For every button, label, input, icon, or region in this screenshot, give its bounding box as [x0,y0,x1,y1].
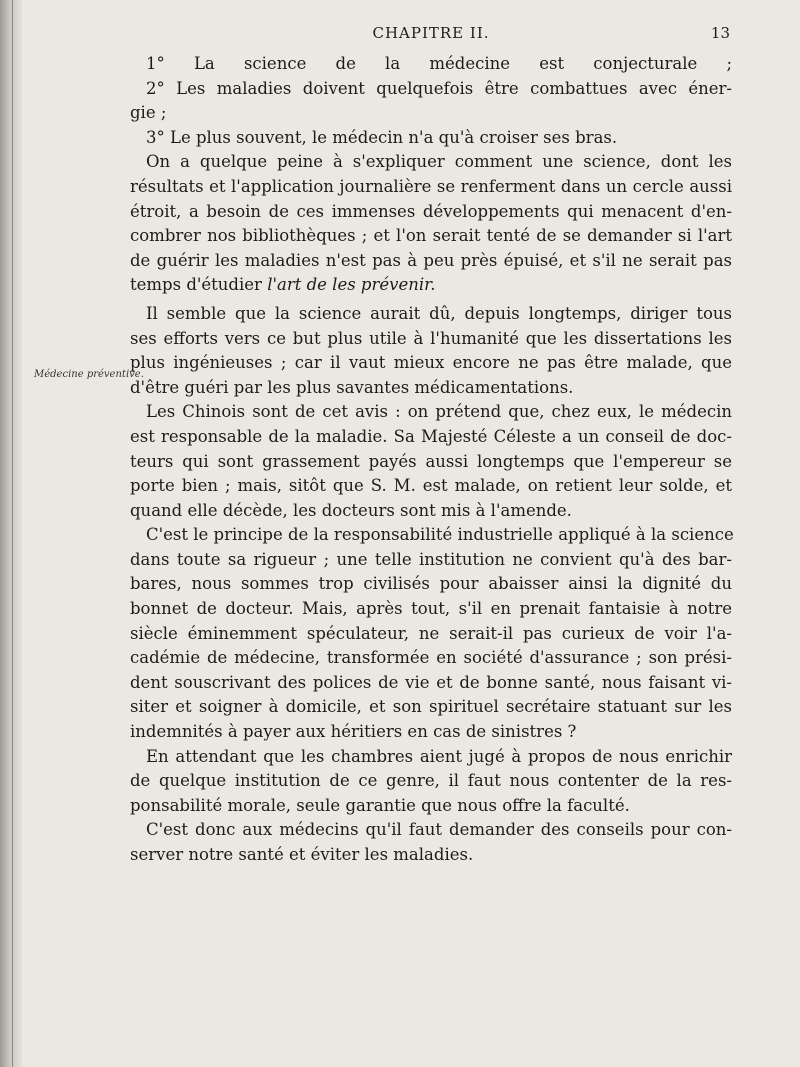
text-line: 2° Les maladies doivent quelquefois être combattues avec éner- [146,78,732,98]
page-body [130,20,732,868]
text-line: cadémie de médecine, transformée en société d'assurance ; son prési- [130,648,732,668]
text-line: C'est donc aux médecins qu'il faut demander des conseils pour con- [146,820,732,840]
text-line: étroit, a besoin de ces immenses développements qui menacent d'en- [130,201,732,221]
text-line: porte bien ; mais, sitôt que S. M. est malade, on retient leur solde, et [130,476,732,496]
text-line: dent souscrivant des polices de vie et de bonne santé, nous faisant vi- [130,672,732,692]
text-line: résultats et l'application journalière se renferment dans un cercle aussi [130,176,732,196]
binding-edge [12,0,13,1067]
text-line: de guérir les maladies n'est pas à peu près épuisé, et s'il ne serait pas [130,250,732,270]
text-line: En attendant que les chambres aient jugé à propos de nous enrichir [146,746,732,766]
italic-phrase: l'art de les prévenir. [267,275,436,295]
text-line: dans toute sa rigueur ; une telle institution ne convient qu'à des bar- [130,549,732,569]
chapter-title: CHAPITRE II. [372,24,490,42]
text-line: bonnet de docteur. Mais, après tout, s'il en prenait fantaisie à notre [130,599,732,619]
text-line: de quelque institution de ce genre, il faut nous contenter de la res- [130,771,732,791]
text-line: quand elle décède, les docteurs sont mis à l'amende. [130,500,572,520]
text-line: Il semble que la science aurait dû, depuis longtemps, diriger tous [146,303,732,323]
text-line: 1° La science de la médecine est conjecturale ; [146,54,732,73]
text-line: ses efforts vers ce but plus utile à l'humanité que les dissertations les [130,328,732,348]
text-line: combrer nos bibliothèques ; et l'on serait tenté de se demander si l'art [130,226,732,246]
text-line: siter et soigner à domicile, et son spirituel secrétaire statuant sur les [130,697,732,717]
text-line: indemnités à payer aux héritiers en cas de sinistres ? [130,722,577,742]
text-line: C'est le principe de la responsabilité industrielle appliqué à la science [146,525,734,545]
margin-note: Médecine préventive. [34,369,144,380]
text-fragment: temps d'étudier [130,275,262,295]
text-line: teurs qui sont grassement payés aussi longtemps que l'empereur se [130,451,732,471]
text-line [130,273,732,298]
text-line: gie ; [130,103,167,123]
text-line: server notre santé et éviter les maladies. [130,845,474,864]
text-line: Les Chinois sont de cet avis : on prétend que, chez eux, le médecin [146,402,732,422]
text-line: siècle éminemment spéculateur, ne serait-il pas curieux de voir l'a- [130,623,732,643]
text-line: On a quelque peine à s'expliquer comment une science, dont les [146,152,732,172]
page-number: 13 [710,24,730,42]
text-line: 3° Le plus souvent, le médecin n'a qu'à croiser ses bras. [146,127,618,147]
text-line: est responsable de la maladie. Sa Majesté Céleste a un conseil de doc- [130,426,732,446]
book-binding-shadow [0,0,22,1067]
text-line: d'être guéri par les plus savantes médicamentations. [130,377,574,397]
running-head [130,20,732,46]
text-line: plus ingénieuses ; car il vaut mieux encore ne pas être malade, que [130,353,732,373]
text-line: ponsabilité morale, seule garantie que nous offre la faculté. [130,795,630,815]
text-line: bares, nous sommes trop civilisés pour abaisser ainsi la dignité du [130,574,732,594]
